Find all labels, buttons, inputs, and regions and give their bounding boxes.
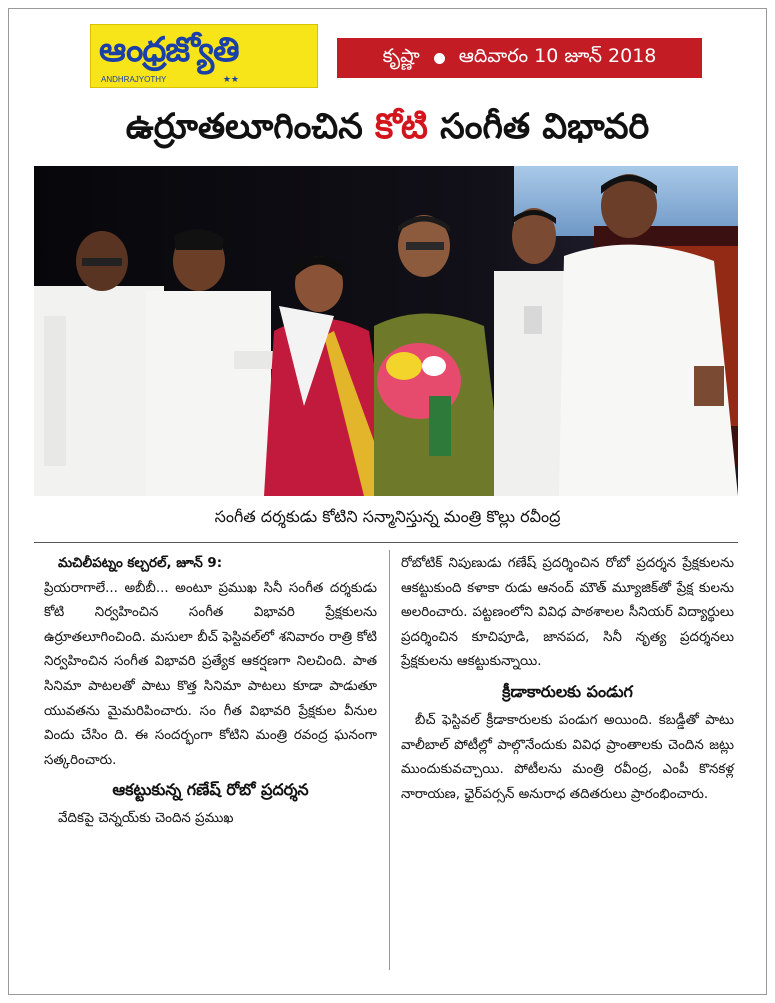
article-headline <box>0 102 775 152</box>
article-paragraph-2-start: వేదికపై చెన్నయ్‌కు చెందిన ప్రముఖ <box>58 811 234 827</box>
newspaper-masthead-logo <box>90 24 318 88</box>
news-photo <box>34 166 738 496</box>
subheading-sports-festival: క్రీడాకారులకు పండుగ <box>502 681 633 701</box>
article-column-right <box>401 552 734 807</box>
headline-part2: సంగీత విభావరి <box>427 107 650 147</box>
photo-caption: సంగీత దర్శకుడు కోటిని సన్మానిస్తున్న మంత్రి కొల్లు రవీంద్ర <box>214 507 561 526</box>
page-border <box>8 8 767 995</box>
headline-highlight: కోటి <box>374 107 428 147</box>
edition-dateline <box>337 38 702 78</box>
article-paragraph-2-cont: రోబోటిక్ నిపుణుడు గణేష్ ప్రదర్శించిన రోబో ప్రదర్శన ప్రేక్షకులను ఆకట్టుకుంది కళాకా రుడు ఆనంద్ మౌత్ మ్యూజిక్‌తో ప్రేక్ష కులను అలరించారు. పట్టణంలోని వివిధ పాఠశాలల సీనియర్ విద్యార్థులు ప్రదర్శించిన కూచిపూడి, జానపద, సినీ నృత్య ప్రదర్శనలు ప్రేక్షకులను ఆకట్టుకున్నాయి. <box>401 556 734 670</box>
section-divider <box>34 542 738 543</box>
masthead-logo-subtitle: ANDHRAJYOTHY <box>101 75 167 84</box>
article-paragraph-1: ప్రియరాగాలే... అబీబీ... అంటూ ప్రముఖ సినీ సంగీత దర్శకుడు కోటి నిర్వహించిన సంగీత విభావరి ప్రేక్షకులను ఉర్రూతలూగించింది. మసులా బీచ్ ఫెస్టివల్‌లో శనివారం రాత్రి కోటి నిర్వహించిన సంగీత విభావరి ప్రత్యేక ఆకర్షణగా నిలచింది. పాత సినిమా పాటలతో పాటు కొత్త సినిమా పాటలు కూడా పాడుతూ యువతను మైమరిపించారు. సం గీత విభావరి ప్రేక్షకుల వీనుల విందు చేసిం ది. ఈ సందర్భంగా కోటిని మంత్రి రవంద్ర ఘనంగా సత్కరించారు. <box>44 580 377 768</box>
article-dateline: మచిలీపట్నం కల్చరల్, జూన్ 9: <box>58 556 223 571</box>
article-paragraph-3: బీచ్ ఫెస్టివల్ క్రీడాకారులకు పండుగ అయింది. కబడ్డీతో పాటు వాలీబాల్ పోటీల్లో పాల్గొనేందుకు వివిధ ప్రాంతాలకు చెందిన జట్లు ముందుకువచ్చాయి. పోటీలను మంత్రి రవీంద్ర, ఎంపీ కొనకళ్ల నారాయణ, ఛైర్‌పర్సన్ అనురాధ తదితరులు ప్రారంభించారు. <box>401 712 734 802</box>
edition-date: ఆదివారం 10 జూన్ 2018 <box>458 44 657 67</box>
masthead-logo-text: ఆంధ్రజ్యోతి <box>99 30 239 70</box>
column-divider <box>389 550 390 970</box>
photo-illustration <box>34 166 738 496</box>
bullet-dot-icon <box>434 53 445 64</box>
headline-part1: ఉర్రూతలూగించిన <box>125 107 375 147</box>
edition-name: కృష్ణా <box>382 44 420 67</box>
subheading-robo-show: ఆకట్టుకున్న గణేష్ రోబో ప్రదర్శన <box>112 780 309 800</box>
article-column-left <box>44 552 377 832</box>
masthead-stars: ★★ <box>222 75 239 85</box>
